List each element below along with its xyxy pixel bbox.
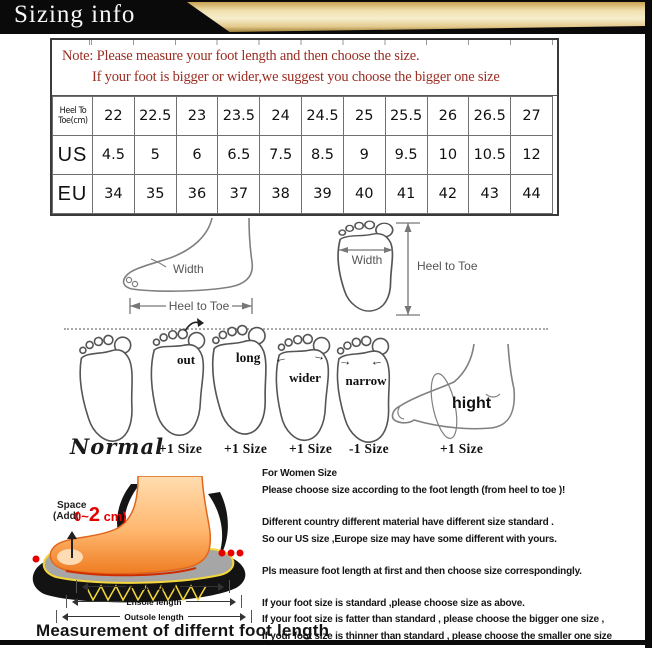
size-cell: 38: [260, 175, 302, 214]
measure-label: Foot length: [129, 581, 177, 592]
advice-line: If your foot size is standard ,please choose size as above.: [262, 597, 525, 609]
size-cell: 44: [511, 175, 553, 214]
space-allowance-value: [74, 504, 127, 527]
out-flick-arrow: [183, 317, 205, 332]
space-label-line1: Space: [57, 500, 87, 511]
fit-size-label: +1 Size: [289, 441, 333, 456]
size-cell: 25: [343, 97, 385, 136]
sizing-advice: [262, 466, 612, 645]
footprint-inner-label: narrow: [345, 373, 387, 388]
size-cell: 26.5: [469, 97, 511, 136]
size-cell: 9: [343, 136, 385, 175]
size-row-us: [53, 136, 553, 175]
measure-label: Lnsole length: [126, 596, 182, 607]
size-cell: 23: [176, 97, 218, 136]
size-row-heel-to-toe: [53, 97, 553, 136]
size-cell: 41: [385, 175, 427, 214]
size-cell: 4.5: [93, 136, 135, 175]
advice-line: Please choose size according to the foot length (from heel to toe )!: [262, 484, 566, 496]
column-stubs: [52, 40, 557, 45]
narrow-arrow-left: →: [338, 352, 353, 369]
fit-size-label: +1 Size: [224, 441, 268, 456]
space-value-unit: cm): [99, 509, 127, 524]
space-up-arrow: [71, 534, 73, 558]
side-width-label: Width: [173, 262, 204, 276]
footprint-long: [211, 323, 273, 441]
advice-line: If your foot size is fatter than standard , please choose the bigger one size ,: [262, 614, 605, 625]
row-label: US: [53, 136, 93, 175]
size-cell: 24: [260, 97, 302, 136]
fit-size-label: -1 Size: [349, 441, 389, 456]
size-cell: 27: [511, 97, 553, 136]
toe-marker-dot: [237, 550, 244, 557]
wider-arrow-right: →: [311, 346, 328, 365]
toe-highlight: [57, 549, 83, 565]
advice-line: Pls measure foot length at first and then choose size correspondingly.: [262, 566, 582, 577]
row-label: EU: [53, 175, 93, 214]
footprint-inner-label: hight: [452, 395, 492, 412]
narrow-arrow-right: ←: [369, 352, 384, 369]
size-cell: 8.5: [302, 136, 344, 175]
size-cell: 26: [427, 97, 469, 136]
space-value-pre: 0~: [74, 509, 89, 524]
footprint-inner-label: out: [176, 352, 196, 367]
advice-line: For Women Size: [262, 468, 337, 479]
insole-length-measure: [66, 595, 242, 608]
footprint-normal: [78, 333, 140, 448]
size-cell: 9.5: [385, 136, 427, 175]
measurement-caption: Measurement of differnt foot length: [36, 621, 330, 640]
gold-ribbon: [187, 2, 645, 32]
note-line2: If your foot is bigger or wider,we suggest you choose the bigger one size: [92, 69, 500, 86]
size-cell: 10.5: [469, 136, 511, 175]
foot-sole-view-sketch: [330, 217, 480, 319]
size-cell: 42: [427, 175, 469, 214]
size-cell: 10: [427, 136, 469, 175]
size-cell: 23.5: [218, 97, 260, 136]
toe-marker-dot: [228, 550, 235, 557]
foot-instep-height-sketch: [386, 344, 534, 442]
size-cell: 25.5: [385, 97, 427, 136]
side-heel-toe-label: Heel to Toe: [168, 299, 230, 313]
row-label: Heel To Toe(cm): [54, 97, 92, 136]
fit-size-label: +1 Size: [159, 441, 203, 456]
advice-line: So our US size ,Europe size may have some different with yours.: [262, 533, 557, 545]
size-table: [50, 38, 559, 216]
footprint-inner-label: long: [235, 349, 261, 365]
heel-marker-dot: [33, 556, 40, 563]
size-cell: 12: [511, 136, 553, 175]
size-cell: 5: [134, 136, 176, 175]
frame-border-right: [645, 0, 652, 648]
size-cell: 37: [218, 175, 260, 214]
space-value-big: 2: [88, 504, 100, 526]
fit-size-label: +1 Size: [440, 441, 484, 456]
header-bar: [0, 0, 652, 34]
footprint-inner-label: wider: [289, 370, 321, 385]
size-cell: 40: [343, 175, 385, 214]
footprint-out: [148, 327, 210, 442]
size-cell: 36: [176, 175, 218, 214]
size-cell: 7.5: [260, 136, 302, 175]
size-table-grid: [52, 96, 553, 214]
toe-marker-dot: [219, 550, 226, 557]
page-title: Sizing info: [14, 1, 136, 28]
size-cell: 43: [469, 175, 511, 214]
space-label-line2: (Add(: [53, 511, 80, 522]
size-row-eu: [53, 175, 553, 214]
measure-label: Outsole length: [124, 611, 184, 622]
size-cell: 34: [93, 175, 135, 214]
foot-side-view-sketch: [116, 218, 266, 318]
sole-width-label: Width: [351, 253, 383, 267]
size-cell: 22.5: [134, 97, 176, 136]
advice-line: Different country different material have different size standard .: [262, 517, 554, 528]
note-line1: Note: Please measure your foot length and then choose the size.: [62, 48, 420, 64]
toe-reference-dotted-line: [64, 328, 548, 330]
fit-size-label-normal: Normal: [70, 434, 165, 459]
size-cell: 6.5: [218, 136, 260, 175]
foot-length-measure: [76, 580, 230, 593]
size-cell: 6: [176, 136, 218, 175]
size-cell: 35: [134, 175, 176, 214]
advice-line: If your foot size is thinner than standard , please choose the smaller one size: [262, 630, 612, 642]
size-note: [52, 40, 557, 96]
sole-heel-toe-label: Heel to Toe: [417, 259, 478, 273]
wider-arrow-left: ←: [272, 348, 289, 367]
size-cell: 24.5: [302, 97, 344, 136]
size-cell: 39: [302, 175, 344, 214]
size-cell: 22: [93, 97, 135, 136]
